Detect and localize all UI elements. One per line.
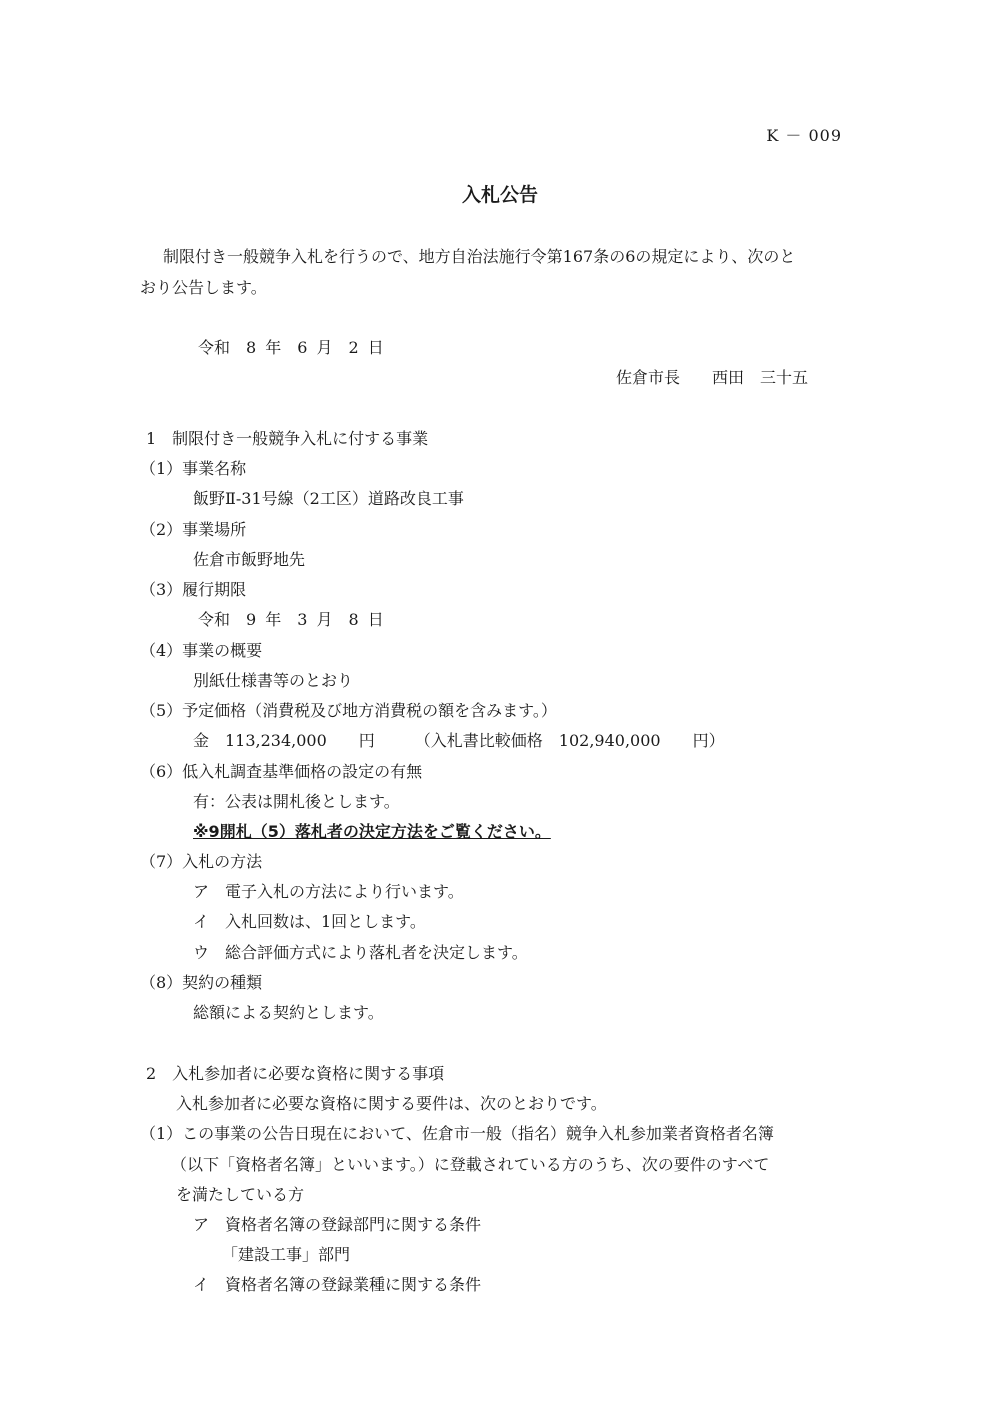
item3-value: 令和 9 年 3 月 8 日 (198, 610, 384, 629)
item6-value: 有：公表は開札後とします。 (193, 792, 400, 811)
section2-lead: 入札参加者に必要な資格に関する要件は、次のとおりです。 (176, 1094, 607, 1113)
item6-label: （6）低入札調査基準価格の設定の有無 (140, 762, 423, 781)
item1-value: 飯野Ⅱ-31号線（2工区）道路改良工事 (193, 489, 464, 508)
notice-date: 令和 8 年 6 月 2 日 (198, 338, 384, 357)
item2-label: （2）事業場所 (140, 520, 247, 539)
item5-value: 金 113,234,000 円 （入札書比較価格 102,940,000 円） (193, 731, 725, 750)
section1-heading: 1 制限付き一般競争入札に付する事業 (146, 429, 429, 448)
item8-value: 総額による契約とします。 (193, 1003, 384, 1022)
issuer: 佐倉市長 西田 三十五 (616, 368, 809, 387)
item4-label: （4）事業の概要 (140, 641, 263, 660)
item7-i: イ 入札回数は、1回とします。 (193, 912, 426, 931)
item2-value: 佐倉市飯野地先 (193, 550, 306, 569)
item6-note: ※9開札（5）落札者の決定方法をご覧ください。 (193, 822, 551, 841)
item3-label: （3）履行期限 (140, 580, 247, 599)
intro-line-2: おり公告します。 (140, 278, 267, 297)
intro-line-1: 制限付き一般競争入札を行うので、地方自治法施行令第167条の6の規定により、次のと (163, 247, 796, 266)
section2-sub-i: イ 資格者名簿の登録業種に関する条件 (193, 1275, 482, 1294)
document-number: K － 009 (766, 126, 842, 145)
item7-u: ウ 総合評価方式により落札者を決定します。 (193, 943, 528, 962)
section2-sub-a: ア 資格者名簿の登録部門に関する条件 (193, 1215, 482, 1234)
page-title: 入札公告 (461, 184, 538, 206)
item7-label: （7）入札の方法 (140, 852, 263, 871)
item1-label: （1）事業名称 (140, 459, 247, 478)
section2-item1-line2: （以下「資格者名簿」といいます。）に登載されている方のうち、次の要件のすべて (171, 1155, 770, 1174)
item4-value: 別紙仕様書等のとおり (193, 671, 354, 690)
section2-sub-a-value: 「建設工事」部門 (222, 1245, 351, 1264)
section2-heading: 2 入札参加者に必要な資格に関する事項 (146, 1064, 445, 1083)
section2-item1-line3: を満たしている方 (176, 1185, 305, 1204)
item8-label: （8）契約の種類 (140, 973, 263, 992)
item5-label: （5）予定価格（消費税及び地方消費税の額を含みます。） (140, 701, 557, 720)
item7-a: ア 電子入札の方法により行います。 (193, 882, 464, 901)
section2-item1-line1: （1）この事業の公告日現在において、佐倉市一般（指名）競争入札参加業者資格者名簿 (140, 1124, 774, 1143)
